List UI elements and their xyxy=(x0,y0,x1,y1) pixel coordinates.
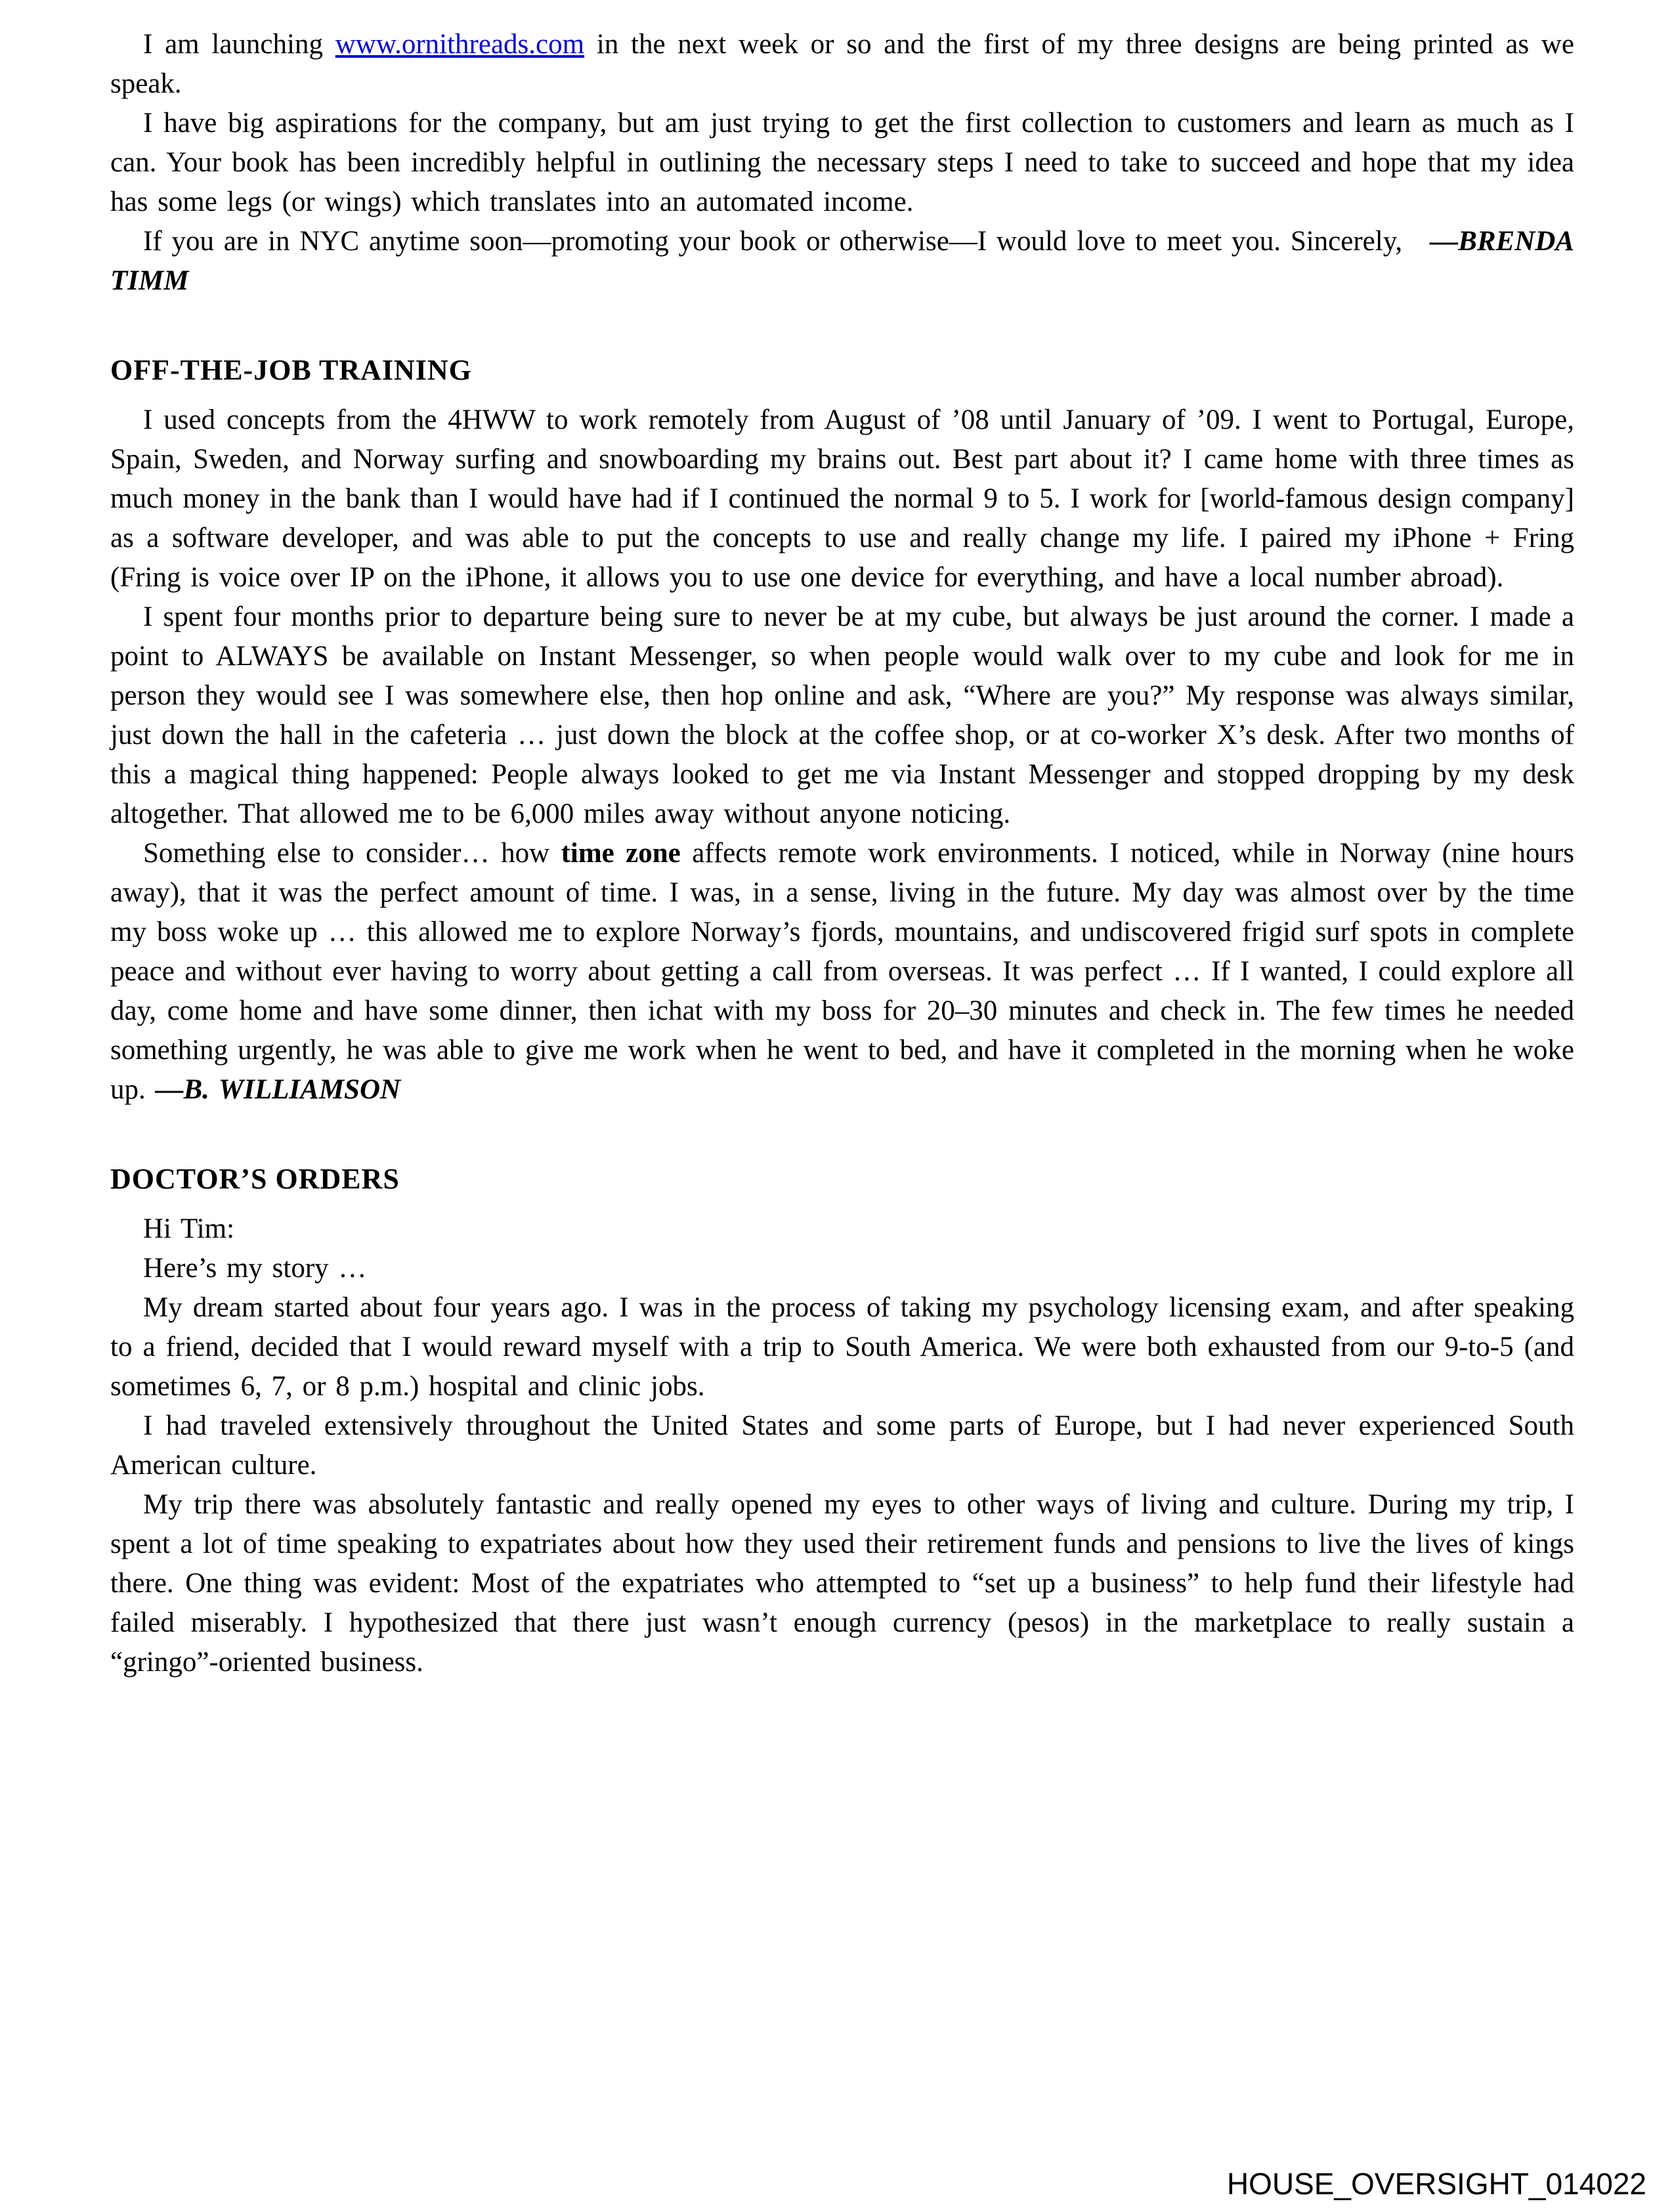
bates-stamp: HOUSE_OVERSIGHT_014022 xyxy=(1226,2167,1646,2201)
section-heading-off-the-job-training: OFF-THE-JOB TRAINING xyxy=(110,354,472,386)
b-williamson-signature: —B. WILLIAMSON xyxy=(155,1074,401,1105)
ornithreads-link[interactable]: www.ornithreads.com xyxy=(335,29,585,60)
doctors-orders-paragraph-3: My dream started about four years ago. I was in the process of taking my psychology licensing exam, and after speaking to a friend, decided that I would reward myself with a trip to South America. We were both exhausted from our 9-to-5 (and sometimes 6, 7, or 8 p.m.) hospital and clinic jobs. xyxy=(110,1292,1574,1402)
intro-p1-text-after-link: in the next week or so and the first of my three designs are being printed as we speak. xyxy=(110,29,1574,99)
intro-paragraph-3 xyxy=(110,222,1574,301)
off-the-job-p3-text-before-bold: Something else to consider… how xyxy=(143,838,561,869)
brenda-timm-signature: —BRENDA TIMM xyxy=(110,226,1574,296)
section-heading-doctors-orders: DOCTOR’S ORDERS xyxy=(110,1163,400,1195)
intro-p1-text-before-link: I am launching xyxy=(143,29,335,60)
off-the-job-paragraph-3 xyxy=(110,834,1574,1110)
doctors-orders-paragraph-2: Here’s my story … xyxy=(143,1253,367,1284)
intro-paragraph-1 xyxy=(110,25,1574,104)
doctors-orders-paragraph-5: My trip there was absolutely fantastic and really opened my eyes to other ways of living and culture. During my trip, I spent a lot of time speaking to expatriates about how they used their retirement funds and pensions to live the lives of kings there. One thing was evident: Most of the expatriates who attempted to “set up a business” to help fund their lifestyle had failed miserably. I hypothesized that there just wasn’t enough currency (pesos) in the marketplace to really sustain a “gringo”-oriented business. xyxy=(110,1489,1574,1678)
off-the-job-paragraph-2: I spent four months prior to departure being sure to never be at my cube, but always be just around the corner. I made a point to ALWAYS be available on Instant Messenger, so when people would walk over to my cube and look for me in person they would see I was somewhere else, then hop online and ask, “Where are you?” My response was always similar, just down the hall in the cafeteria … just down the block at the coffee shop, or at co-worker X’s desk. After two months of this a magical thing happened: People always looked to get me via Instant Messenger and stopped dropping by my desk altogether. That allowed me to be 6,000 miles away without anyone noticing. xyxy=(110,601,1574,829)
off-the-job-paragraph-1: I used concepts from the 4HWW to work remotely from August of ’08 until January of ’09. I went to Portugal, Europe, Spain, Sweden, and Norway surfing and snowboarding my brains out. Best part about it? I came home with three times as much money in the bank than I would have had if I continued the normal 9 to 5. I work for [world-famous design company] as a software developer, and was able to put the concepts to use and really change my life. I paired my iPhone + Fring (Fring is voice over IP on the iPhone, it allows you to use one device for everything, and have a local number abroad). xyxy=(110,404,1574,593)
text-column xyxy=(110,25,1574,1682)
time-zone-bold-text: time zone xyxy=(561,838,681,869)
doctors-orders-paragraph-1: Hi Tim: xyxy=(143,1213,235,1244)
intro-p3-text: If you are in NYC anytime soon—promoting your book or otherwise—I would love to meet you. Sincerely, xyxy=(143,226,1403,257)
off-the-job-p3-text-after-bold: affects remote work environments. I noticed, while in Norway (nine hours away), that it was the perfect amount of time. I was, in a sense, living in the future. My day was almost over by the time my boss woke up … this allowed me to explore Norway’s fjords, mountains, and undiscovered frigid surf spots in complete peace and without ever having to worry about getting a call from overseas. It was perfect … If I wanted, I could explore all day, come home and have some dinner, then ichat with my boss for 20–30 minutes and check in. The few times he needed something urgently, he was able to give me work when he went to bed, and have it completed in the morning when he woke up. xyxy=(110,838,1574,1105)
doctors-orders-paragraph-4: I had traveled extensively throughout the United States and some parts of Europe, but I had never experienced South American culture. xyxy=(110,1410,1574,1481)
intro-paragraph-2: I have big aspirations for the company, but am just trying to get the first collection to customers and learn as much as I can. Your book has been incredibly helpful in outlining the necessary steps I need to take to succeed and hope that my idea has some legs (or wings) which translates into an automated income. xyxy=(110,108,1574,217)
